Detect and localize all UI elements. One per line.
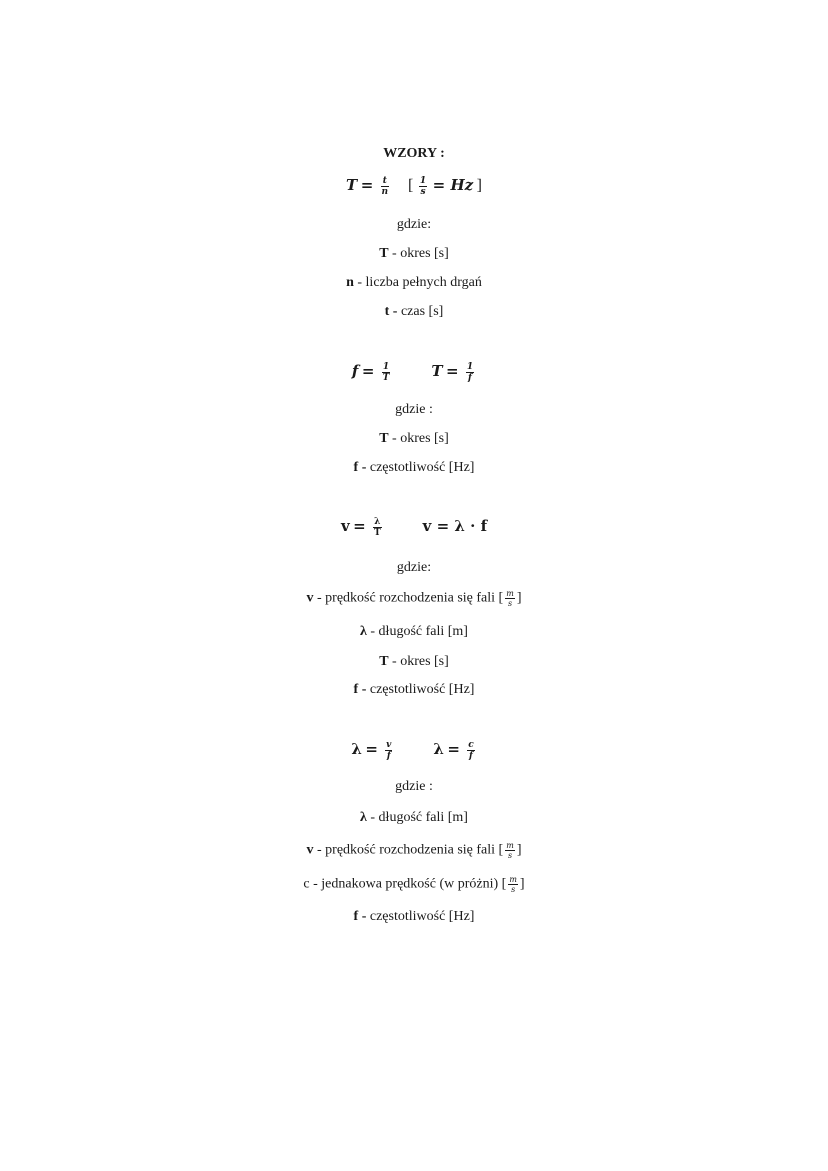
definition-symbol: t -	[384, 304, 398, 319]
definition-row	[0, 430, 828, 448]
formula-wave-speed: v = $\frac{\lambda}{T}$ v = λ · f	[340, 517, 488, 539]
fraction-denominator: s	[507, 599, 513, 608]
formula-wavelength: λ = $\frac{v}{f}$ λ = $\frac{c}{f}$	[351, 740, 474, 762]
fraction-denominator: f	[386, 751, 391, 762]
fraction-numerator: t	[381, 176, 390, 187]
formula-period: T = $\frac{t}{n}$ [ $\frac{1}{s}$ = Hz ]	[346, 176, 482, 198]
fraction-numerator: 1	[466, 362, 474, 373]
fraction-numerator: λ	[374, 517, 381, 528]
definition-text: częstotliwość [Hz]	[366, 682, 475, 697]
definition-text: c - jednakowa prędkość (w próżni) [	[303, 876, 507, 892]
bracket-close: ]	[519, 876, 525, 892]
formula-lhs: λ	[433, 740, 444, 758]
definition-text: częstotliwość [Hz]	[366, 460, 475, 475]
definition-row	[0, 623, 828, 641]
formula-fraction	[373, 517, 382, 538]
page-title: WZORY :	[383, 146, 445, 161]
definition-symbol: T	[379, 431, 389, 446]
definition-text: - długość fali [m]	[366, 810, 468, 825]
definition-row	[0, 875, 828, 894]
fraction-numerator: 1	[382, 362, 390, 373]
definition-text: - okres [s]	[388, 654, 449, 669]
definition-row	[0, 459, 828, 477]
fraction-denominator: s	[511, 885, 516, 894]
fraction-numerator: 1	[419, 176, 427, 187]
fraction-denominator: n	[381, 187, 389, 198]
definition-text: częstotliwość [Hz]	[366, 909, 475, 924]
definition-text: - okres [s]	[388, 246, 449, 261]
fraction-denominator: T	[382, 373, 390, 384]
definition-symbol: v	[306, 590, 314, 606]
formula-lhs: f	[351, 362, 359, 380]
definition-symbol: f -	[353, 682, 367, 697]
unit-fraction	[505, 589, 515, 608]
definition-symbol: T	[379, 246, 389, 261]
definition-row	[0, 274, 828, 292]
where-label: gdzie :	[395, 402, 433, 417]
definition-text: - liczba pełnych drgań	[353, 275, 482, 290]
formula-lhs: v	[340, 517, 350, 535]
definition-symbol: n	[346, 275, 354, 290]
formula-lhs: T	[431, 362, 443, 380]
formula-lhs: T	[346, 176, 358, 194]
definition-row	[0, 809, 828, 827]
definition-row	[0, 653, 828, 671]
definition-symbol: f -	[353, 460, 367, 475]
formula-fraction	[381, 176, 390, 197]
fraction-numerator: m	[506, 841, 514, 850]
fraction-denominator: T	[373, 528, 381, 539]
definition-row	[0, 303, 828, 321]
definition-text: - prędkość rozchodzenia się fali [	[313, 842, 504, 858]
definition-row	[0, 908, 828, 926]
unit-fraction	[419, 176, 427, 197]
formula-fraction	[382, 362, 391, 383]
formula-fraction	[467, 740, 474, 761]
formula-fraction	[385, 740, 392, 761]
formula-frequency: f = $\frac{1}{T}$ T = $\frac{1}{f}$	[351, 362, 474, 384]
fraction-denominator: f	[468, 373, 472, 384]
definition-text: - okres [s]	[388, 431, 449, 446]
bracket-close: ]	[516, 842, 522, 858]
formula-fraction	[466, 362, 474, 383]
fraction-denominator: s	[507, 851, 513, 860]
definition-symbol: v	[306, 842, 314, 858]
formula-lhs: λ	[351, 740, 362, 758]
definition-text: - długość fali [m]	[366, 624, 468, 639]
fraction-numerator: c	[468, 740, 474, 751]
definition-symbol: λ	[360, 810, 367, 825]
definition-row	[0, 245, 828, 263]
definition-row	[0, 841, 828, 860]
definition-text: czas [s]	[397, 304, 444, 319]
definition-symbol: λ	[360, 624, 367, 639]
fraction-numerator: m	[509, 875, 517, 884]
fraction-denominator: s	[420, 187, 426, 198]
definition-symbol: T	[379, 654, 389, 669]
definition-symbol: f -	[353, 909, 367, 924]
formula-product: v = λ · f	[422, 517, 488, 535]
fraction-numerator: v	[386, 740, 392, 751]
where-label: gdzie:	[396, 560, 432, 575]
unit-fraction	[505, 841, 515, 860]
bracket-close: ]	[516, 590, 522, 606]
where-label: gdzie :	[395, 779, 433, 794]
definition-row	[0, 681, 828, 699]
fraction-denominator: f	[469, 751, 473, 762]
unit-fraction	[508, 875, 518, 894]
where-label: gdzie:	[396, 217, 432, 232]
fraction-numerator: m	[506, 589, 514, 598]
definition-row	[0, 589, 828, 608]
unit-hz: Hz	[450, 176, 474, 194]
definition-text: - prędkość rozchodzenia się fali [	[313, 590, 504, 606]
